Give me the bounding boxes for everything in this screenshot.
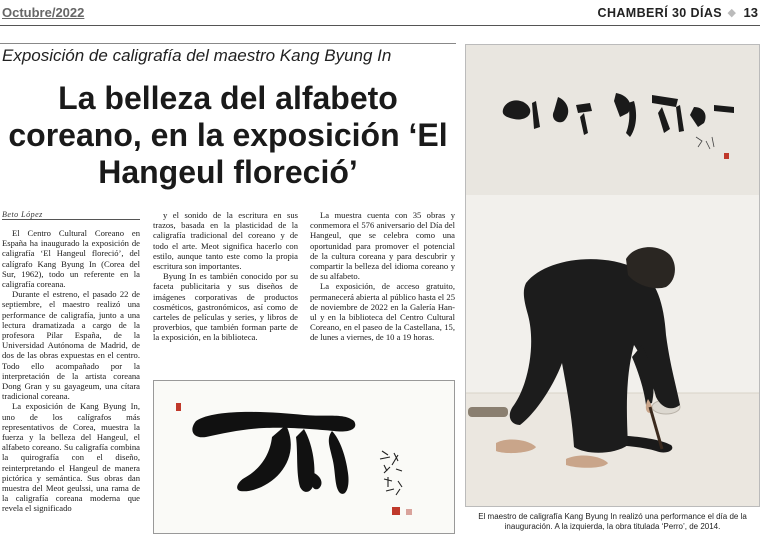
article-kicker: Exposición de caligrafía del maestro Kang Byung In	[2, 46, 392, 65]
paragraph: Durante el estreno, el pasado 22 de septiembre, el maestro realizó una performance de caligrafía, junto a una lectura dramatizada a cargo de la profesora Pilar España, de la Universidad Autónoma de Madrid, de dos de las obras expuestas en el centro. Todo ello acompañado por la interpretación de la artista coreana Dong Gran y su gayageum, una cítara tradicional coreana.	[2, 289, 140, 402]
body-column-1	[2, 228, 140, 532]
diamond-icon: ◆	[727, 7, 736, 19]
issue-date: Octubre/2022	[2, 5, 85, 20]
paragraph: La exposición de Kang Byung In, uno de los calígrafos más representativos de Corea, muestra la fuerza y la belleza del Hangeul, el alfabeto coreano. Su caligrafía combina la quirografía con el diseño, reinterpretando el Hangeul de manera pictórica y semántica. Sus obras dan muestra del Meot geulssi, una rama de la caligrafía coreana moderna que revela el significado	[2, 401, 140, 514]
performance-photo	[465, 44, 760, 507]
calligraphy-artwork	[154, 381, 454, 533]
photo-caption: El maestro de caligrafía Kang Byung In realizó una performance el día de la inauguración. A la izquierda, la obra titulada ‘Perro’, de 2014.	[478, 512, 747, 531]
artwork-perro-image	[153, 380, 455, 534]
body-column-3	[310, 210, 455, 370]
performance-scene	[466, 45, 759, 506]
byline-rule	[2, 219, 140, 220]
article-title: La belleza del alfabeto coreano, en la exposición ‘El Hangeul floreció’	[8, 80, 448, 190]
header-rule	[0, 25, 760, 26]
page-number: 13	[743, 5, 758, 20]
byline: Beto López	[2, 210, 43, 219]
paragraph: Byung In es también conocido por su faceta publicitaria y sus diseños de imágenes corporativas de productos cosméticos, gastronómicos, así como de carteles de películas y series, y libros de proverbios, que también forman parte de la exposición, en la biblioteca.	[153, 271, 298, 343]
paragraph: El Centro Cultural Coreano en España ha inaugurado la exposición de caligrafía ‘El Hangeul floreció’, del calígrafo Kang Byung In (Corea del Sur, 1962), todo un referente en la caligrafía coreana.	[2, 228, 140, 290]
kicker-rule	[0, 43, 456, 44]
body-column-2	[153, 210, 298, 370]
paragraph: y el sonido de la escritura en sus trazos, basada en la plasticidad de la caligrafía tradicional del coreano y de todo el arte. Meot significa hacerlo con estilo, aunque tanto este como la propia escritura son importantes.	[153, 210, 298, 272]
section-name: CHAMBERÍ 30 DÍAS	[597, 6, 722, 20]
paragraph: La muestra cuenta con 35 obras y conmemora el 576 aniversario del Día del Hangeul, que se celebra como una oportunidad para promover el potencial de la cultura coreana y para descubrir y compartir la belleza del idioma coreano y de su alfabeto.	[310, 210, 455, 282]
paragraph: La exposición, de acceso gratuito, permanecerá abierta al público hasta el 25 de noviembre de 2022 en la Galería Han-ul y en la biblioteca del Centro Cultural Coreano, en el paseo de la Castellana, 15, de lunes a viernes, de 10 a 19 horas.	[310, 281, 455, 343]
